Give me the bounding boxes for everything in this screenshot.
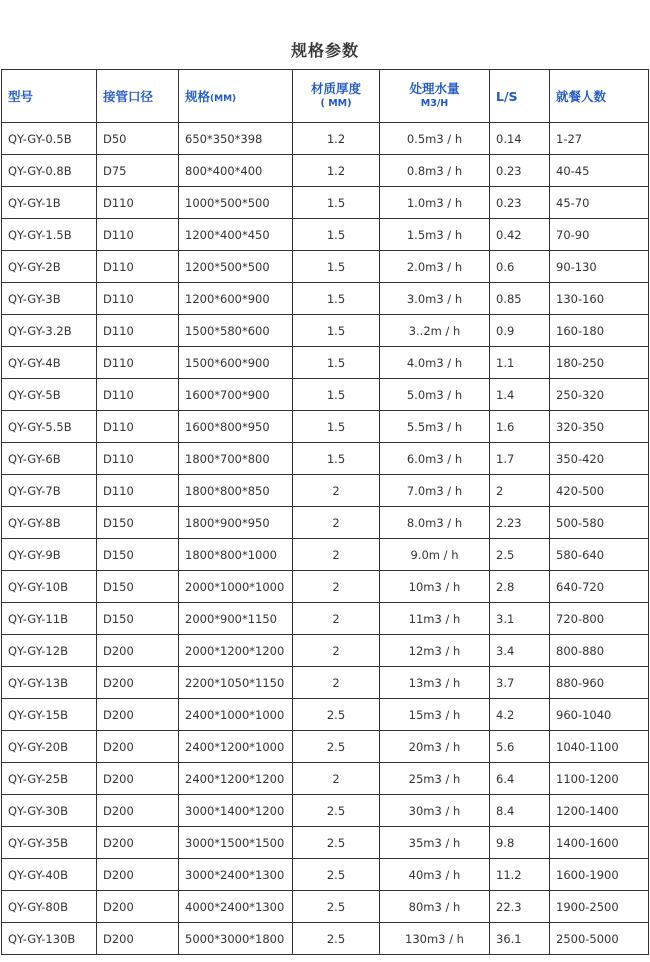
cell-capacity: 3..2m / h [380, 315, 490, 347]
cell-thickness: 1.5 [293, 283, 380, 315]
cell-people: 420-500 [550, 475, 649, 507]
cell-spec: 1000*500*500 [179, 187, 293, 219]
cell-thickness: 1.5 [293, 315, 380, 347]
cell-thickness: 1.5 [293, 219, 380, 251]
cell-model: QY-GY-40B [2, 859, 97, 891]
cell-people: 70-90 [550, 219, 649, 251]
cell-people: 160-180 [550, 315, 649, 347]
table-row [2, 283, 649, 315]
cell-ls: 1.1 [490, 347, 550, 379]
cell-people: 1100-1200 [550, 763, 649, 795]
cell-pipe-diameter: D110 [97, 379, 179, 411]
cell-ls: 5.6 [490, 731, 550, 763]
cell-ls: 0.23 [490, 187, 550, 219]
cell-pipe-diameter: D200 [97, 923, 179, 955]
header-pipe-diameter: 接管口径 [97, 70, 179, 123]
table-row [2, 411, 649, 443]
cell-pipe-diameter: D200 [97, 731, 179, 763]
cell-model: QY-GY-130B [2, 923, 97, 955]
cell-pipe-diameter: D110 [97, 315, 179, 347]
header-capacity [380, 70, 490, 123]
cell-capacity: 5.0m3 / h [380, 379, 490, 411]
cell-spec: 1600*700*900 [179, 379, 293, 411]
header-ls: L/S [490, 70, 550, 123]
cell-pipe-diameter: D150 [97, 571, 179, 603]
table-row [2, 827, 649, 859]
cell-spec: 1200*400*450 [179, 219, 293, 251]
cell-thickness: 1.5 [293, 251, 380, 283]
table-row [2, 859, 649, 891]
cell-people: 580-640 [550, 539, 649, 571]
cell-pipe-diameter: D110 [97, 475, 179, 507]
cell-thickness: 2 [293, 475, 380, 507]
cell-model: QY-GY-2B [2, 251, 97, 283]
cell-pipe-diameter: D75 [97, 155, 179, 187]
table-row [2, 219, 649, 251]
cell-ls: 0.14 [490, 123, 550, 155]
cell-thickness: 1.2 [293, 155, 380, 187]
cell-ls: 0.42 [490, 219, 550, 251]
header-model: 型号 [2, 70, 97, 123]
cell-model: QY-GY-20B [2, 731, 97, 763]
cell-spec: 2400*1200*1000 [179, 731, 293, 763]
cell-ls: 4.2 [490, 699, 550, 731]
cell-spec: 650*350*398 [179, 123, 293, 155]
cell-capacity: 4.0m3 / h [380, 347, 490, 379]
cell-spec: 1200*600*900 [179, 283, 293, 315]
cell-pipe-diameter: D200 [97, 699, 179, 731]
cell-capacity: 1.0m3 / h [380, 187, 490, 219]
cell-pipe-diameter: D200 [97, 667, 179, 699]
cell-people: 1-27 [550, 123, 649, 155]
cell-model: QY-GY-1B [2, 187, 97, 219]
cell-pipe-diameter: D200 [97, 827, 179, 859]
cell-model: QY-GY-15B [2, 699, 97, 731]
table-row [2, 635, 649, 667]
cell-capacity: 10m3 / h [380, 571, 490, 603]
table-row [2, 443, 649, 475]
cell-ls: 3.1 [490, 603, 550, 635]
table-row [2, 923, 649, 955]
cell-ls: 1.4 [490, 379, 550, 411]
cell-thickness: 2 [293, 667, 380, 699]
cell-model: QY-GY-3B [2, 283, 97, 315]
cell-spec: 1800*700*800 [179, 443, 293, 475]
cell-people: 960-1040 [550, 699, 649, 731]
cell-thickness: 1.5 [293, 347, 380, 379]
cell-pipe-diameter: D200 [97, 795, 179, 827]
table-row [2, 251, 649, 283]
cell-model: QY-GY-8B [2, 507, 97, 539]
table-row [2, 379, 649, 411]
cell-thickness: 2.5 [293, 731, 380, 763]
cell-model: QY-GY-5B [2, 379, 97, 411]
cell-spec: 4000*2400*1300 [179, 891, 293, 923]
cell-model: QY-GY-80B [2, 891, 97, 923]
cell-model: QY-GY-1.5B [2, 219, 97, 251]
cell-capacity: 35m3 / h [380, 827, 490, 859]
cell-thickness: 2.5 [293, 795, 380, 827]
table-row [2, 347, 649, 379]
cell-spec: 2400*1000*1000 [179, 699, 293, 731]
cell-model: QY-GY-4B [2, 347, 97, 379]
table-row [2, 603, 649, 635]
cell-capacity: 3.0m3 / h [380, 283, 490, 315]
cell-capacity: 13m3 / h [380, 667, 490, 699]
cell-spec: 800*400*400 [179, 155, 293, 187]
cell-pipe-diameter: D110 [97, 187, 179, 219]
cell-spec: 1200*500*500 [179, 251, 293, 283]
cell-ls: 1.7 [490, 443, 550, 475]
cell-capacity: 30m3 / h [380, 795, 490, 827]
cell-model: QY-GY-7B [2, 475, 97, 507]
cell-model: QY-GY-30B [2, 795, 97, 827]
cell-pipe-diameter: D110 [97, 347, 179, 379]
cell-people: 45-70 [550, 187, 649, 219]
cell-spec: 2400*1200*1200 [179, 763, 293, 795]
header-spec [179, 70, 293, 123]
cell-capacity: 5.5m3 / h [380, 411, 490, 443]
cell-spec: 1500*600*900 [179, 347, 293, 379]
cell-capacity: 25m3 / h [380, 763, 490, 795]
cell-ls: 0.85 [490, 283, 550, 315]
cell-model: QY-GY-0.5B [2, 123, 97, 155]
header-capacity-label: 处理水量 [409, 81, 460, 96]
cell-people: 180-250 [550, 347, 649, 379]
cell-pipe-diameter: D150 [97, 603, 179, 635]
cell-model: QY-GY-9B [2, 539, 97, 571]
cell-people: 1200-1400 [550, 795, 649, 827]
cell-people: 40-45 [550, 155, 649, 187]
cell-ls: 11.2 [490, 859, 550, 891]
cell-thickness: 2 [293, 571, 380, 603]
cell-pipe-diameter: D110 [97, 251, 179, 283]
table-row [2, 699, 649, 731]
header-people: 就餐人数 [550, 70, 649, 123]
cell-capacity: 9.0m / h [380, 539, 490, 571]
cell-capacity: 7.0m3 / h [380, 475, 490, 507]
cell-capacity: 6.0m3 / h [380, 443, 490, 475]
cell-ls: 2.8 [490, 571, 550, 603]
cell-people: 500-580 [550, 507, 649, 539]
cell-spec: 3000*1400*1200 [179, 795, 293, 827]
cell-pipe-diameter: D110 [97, 443, 179, 475]
cell-thickness: 2.5 [293, 891, 380, 923]
cell-thickness: 1.5 [293, 443, 380, 475]
cell-ls: 1.6 [490, 411, 550, 443]
table-row [2, 667, 649, 699]
cell-model: QY-GY-35B [2, 827, 97, 859]
cell-pipe-diameter: D200 [97, 635, 179, 667]
cell-model: QY-GY-12B [2, 635, 97, 667]
cell-ls: 3.7 [490, 667, 550, 699]
cell-thickness: 2 [293, 635, 380, 667]
cell-people: 1400-1600 [550, 827, 649, 859]
cell-thickness: 1.2 [293, 123, 380, 155]
cell-pipe-diameter: D110 [97, 219, 179, 251]
cell-ls: 22.3 [490, 891, 550, 923]
header-spec-unit: (MM) [210, 94, 237, 104]
cell-pipe-diameter: D150 [97, 539, 179, 571]
cell-pipe-diameter: D200 [97, 859, 179, 891]
cell-model: QY-GY-11B [2, 603, 97, 635]
cell-model: QY-GY-13B [2, 667, 97, 699]
cell-spec: 1500*580*600 [179, 315, 293, 347]
cell-capacity: 0.5m3 / h [380, 123, 490, 155]
cell-people: 800-880 [550, 635, 649, 667]
cell-capacity: 11m3 / h [380, 603, 490, 635]
cell-capacity: 20m3 / h [380, 731, 490, 763]
cell-people: 720-800 [550, 603, 649, 635]
cell-capacity: 12m3 / h [380, 635, 490, 667]
cell-thickness: 1.5 [293, 411, 380, 443]
table-row [2, 539, 649, 571]
cell-thickness: 2.5 [293, 827, 380, 859]
cell-capacity: 0.8m3 / h [380, 155, 490, 187]
cell-ls: 36.1 [490, 923, 550, 955]
cell-pipe-diameter: D150 [97, 507, 179, 539]
cell-ls: 0.9 [490, 315, 550, 347]
cell-ls: 2 [490, 475, 550, 507]
cell-spec: 2200*1050*1150 [179, 667, 293, 699]
cell-people: 350-420 [550, 443, 649, 475]
table-row [2, 763, 649, 795]
cell-spec: 3000*2400*1300 [179, 859, 293, 891]
cell-spec: 1800*800*850 [179, 475, 293, 507]
cell-people: 1600-1900 [550, 859, 649, 891]
table-row [2, 123, 649, 155]
table-row [2, 891, 649, 923]
cell-ls: 2.5 [490, 539, 550, 571]
cell-capacity: 80m3 / h [380, 891, 490, 923]
cell-model: QY-GY-5.5B [2, 411, 97, 443]
table-row [2, 315, 649, 347]
table-row [2, 731, 649, 763]
table-row [2, 507, 649, 539]
cell-thickness: 2 [293, 507, 380, 539]
cell-spec: 1800*900*950 [179, 507, 293, 539]
cell-people: 1900-2500 [550, 891, 649, 923]
cell-thickness: 2.5 [293, 923, 380, 955]
cell-capacity: 40m3 / h [380, 859, 490, 891]
spec-table [1, 69, 649, 955]
cell-pipe-diameter: D110 [97, 411, 179, 443]
cell-pipe-diameter: D200 [97, 891, 179, 923]
cell-model: QY-GY-0.8B [2, 155, 97, 187]
header-capacity-unit: M3/H [420, 98, 449, 109]
cell-people: 130-160 [550, 283, 649, 315]
cell-spec: 1800*800*1000 [179, 539, 293, 571]
cell-people: 640-720 [550, 571, 649, 603]
cell-ls: 0.6 [490, 251, 550, 283]
cell-ls: 9.8 [490, 827, 550, 859]
cell-spec: 2000*900*1150 [179, 603, 293, 635]
header-thickness-unit: ( MM) [320, 98, 352, 109]
cell-ls: 8.4 [490, 795, 550, 827]
cell-model: QY-GY-6B [2, 443, 97, 475]
cell-capacity: 15m3 / h [380, 699, 490, 731]
cell-people: 250-320 [550, 379, 649, 411]
cell-pipe-diameter: D200 [97, 763, 179, 795]
cell-thickness: 2.5 [293, 859, 380, 891]
cell-ls: 0.23 [490, 155, 550, 187]
cell-model: QY-GY-10B [2, 571, 97, 603]
table-row [2, 187, 649, 219]
table-header-row [2, 70, 649, 123]
cell-ls: 3.4 [490, 635, 550, 667]
cell-spec: 2000*1000*1000 [179, 571, 293, 603]
cell-people: 1040-1100 [550, 731, 649, 763]
cell-ls: 2.23 [490, 507, 550, 539]
table-row [2, 475, 649, 507]
cell-model: QY-GY-3.2B [2, 315, 97, 347]
cell-pipe-diameter: D50 [97, 123, 179, 155]
cell-people: 2500-5000 [550, 923, 649, 955]
cell-thickness: 2 [293, 539, 380, 571]
table-row [2, 155, 649, 187]
cell-capacity: 1.5m3 / h [380, 219, 490, 251]
cell-people: 880-960 [550, 667, 649, 699]
cell-model: QY-GY-25B [2, 763, 97, 795]
cell-thickness: 1.5 [293, 187, 380, 219]
cell-spec: 2000*1200*1200 [179, 635, 293, 667]
cell-spec: 5000*3000*1800 [179, 923, 293, 955]
header-thickness-label: 材质厚度 [310, 81, 361, 96]
cell-ls: 6.4 [490, 763, 550, 795]
cell-people: 320-350 [550, 411, 649, 443]
cell-thickness: 2 [293, 603, 380, 635]
cell-thickness: 2 [293, 763, 380, 795]
header-spec-label: 规格 [185, 89, 211, 104]
cell-spec: 3000*1500*1500 [179, 827, 293, 859]
cell-people: 90-130 [550, 251, 649, 283]
cell-thickness: 1.5 [293, 379, 380, 411]
cell-capacity: 2.0m3 / h [380, 251, 490, 283]
header-thickness [293, 70, 380, 123]
table-row [2, 571, 649, 603]
cell-pipe-diameter: D110 [97, 283, 179, 315]
page-title: 规格参数 [290, 41, 359, 60]
cell-thickness: 2.5 [293, 699, 380, 731]
table-row [2, 795, 649, 827]
cell-capacity: 130m3 / h [380, 923, 490, 955]
cell-spec: 1600*800*950 [179, 411, 293, 443]
cell-capacity: 8.0m3 / h [380, 507, 490, 539]
